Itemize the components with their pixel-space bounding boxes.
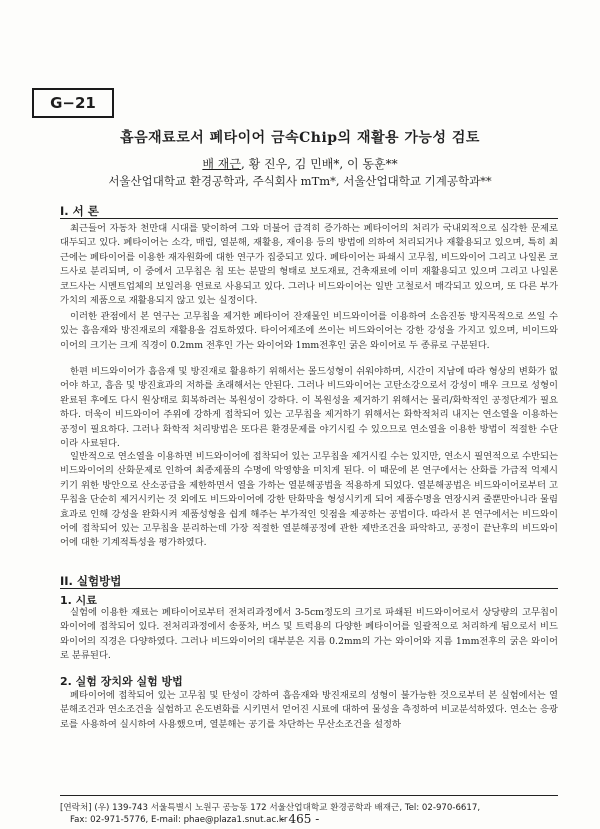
subsection-heading-sample: 1. 시료 (60, 594, 97, 607)
footer-rule (60, 795, 558, 796)
contact-line-2: Fax: 02-971-5776, E-mail: phae@plaza1.snut.ac.kr (70, 815, 288, 825)
paper-code-box (32, 88, 114, 118)
first-author: 배 재근 (202, 157, 241, 171)
intro-paragraph-1: 최근들어 자동차 천만대 시대를 맞이하여 그와 더불어 급격히 증가하는 폐타이어의 처리가 국내외적으로 심각한 문제로 대두되고 있다. 폐타이어는 소각, 매립, 열분해, 재활용, 재이용 등의 방법에 의하여 처리되거나 재활용되고 있으며, 특히 최근에는 폐타이어를 이용한 재자원화에 대한 연구가 집중되고 있다. 폐타이어는 파쇄시 고무칩, 비드와이어 그리고 나일론 코드사로 분리되며, 이 중에서 고무칩은 칩 또는 분말의 형태로 보도재료, 건축재료에 이미 재활용되고 있으며 그리고 나일론 코드사는 시멘트업체의 보일러용 연료로 사용되고 있다. 그러나 비드와이어는 일반 고철로서 매각되고 있으며, 또 다른 부가가치의 제품으로 재활용되지 않고 있는 실정이다. (60, 223, 558, 307)
other-authors: , 황 진우, 김 민배*, 이 동훈** (240, 157, 398, 171)
sample-paragraph: 실험에 이용한 재료는 폐타이어로부터 전처리과정에서 3-5cm정도의 크기로 파쇄된 비드와이어로서 상당량의 고무칩이 와이어에 접착되어 있다. 전처리과정에서 송풍차, 버스 및 트럭용의 다양한 폐타이어를 일괄적으로 처리하게 됨으로서 비드와이어의 직경은 다양하였다. 그러나 비드와이어의 대부분은 지름 0.2mm의 가는 와이어와 지름 1mm전후의 굵은 와이어로 분류된다. (60, 607, 558, 662)
subsection-heading-apparatus: 2. 실험 장치와 실험 방법 (60, 675, 183, 688)
page-number: - 465 - (280, 812, 320, 826)
section-heading-intro: I. 서 론 (60, 204, 99, 218)
paper-title: 흡음재료로서 폐타이어 금속Chip의 재활용 가능성 검토 (120, 130, 480, 146)
intro-paragraph-2: 이러한 관점에서 본 연구는 고무칩을 제거한 폐타이어 잔재물인 비드와이어를 이용하여 소음진동 방지목적으로 쓰일 수 있는 흡음재와 방진재로의 재활용을 검토하였다. 타이어제조에 쓰이는 비드와이어는 강한 강성을 가지고 있으며, 비이드와이어의 크기는 크게 직경이 0.2mm 전후인 가는 와이어와 1mm전후인 굵은 와이어로 두 종류로 구분된다. (60, 311, 558, 351)
section-rule-intro (60, 218, 558, 219)
intro-paragraph-4: 일반적으로 연소열을 이용하면 비드와이어에 접착되어 있는 고무칩을 제거시킬 수는 있지만, 연소시 필연적으로 수반되는 비드와이어의 산화문제로 인하여 최종제품의 수명에 악영향을 미치게 된다. 이 때문에 본 연구에서는 산화를 가급적 억제시키기 위한 방안으로 산소공급을 제한하면서 열을 가하는 열분해공법을 적용하게 되었다. 열분해공법은 비드와이어로부터 고무칩을 단순히 제거시키는 것 외에도 비드와이어에 강한 탄화막을 형성시키게 되어 제품수명을 연장시켜 줄뿐만아니라 물림효과로 인해 강성을 완화시켜 제품성형을 쉽게 해주는 부가적인 잇점을 제공하는 공법이다. 따라서 본 연구에서는 비드와이어에 접착되어 있는 고무칩을 분리하는데 가장 적절한 열분해공정에 관한 제반조건을 파악하고, 공정이 끝난후의 비드와이어에 대한 기계적특성을 평가하였다. (60, 451, 558, 549)
author-line (0, 155, 600, 172)
paper-code: G−21 (50, 94, 96, 112)
section-heading-method: II. 실험방법 (60, 574, 122, 588)
section-rule-method (60, 588, 558, 589)
contact-line-1: [연락처] (우) 139-743 서울특별시 노원구 공능동 172 서울산업대학교 환경공학과 배재근, Tel: 02-970-6617, (60, 803, 481, 813)
affiliation: 서울산업대학교 환경공학과, 주식회사 mTm*, 서울산업대학교 기계공학과** (108, 174, 492, 188)
intro-paragraph-3: 한편 비드와이어가 흡음재 및 방진재로 활용하기 위해서는 몰드성형이 쉬워야하며, 시간이 지남에 따라 형상의 변화가 없어야 하고, 흡음 및 방진효과의 저하를 초래해서는 안된다. 그러나 비드와이어는 고탄소강으로서 강성이 매우 크므로 성형이 완료된 후에도 다시 원상태로 회복하려는 복원성이 강하다. 이 복원성을 제거하기 위해서는 물리/화학적인 공정단계가 필요하다. 더욱이 비드와이어 주위에 강하게 접착되어 있는 고무칩을 제거하기 위해서는 화학적처리 내지는 연소열을 이용하는 공정이 필요하다. 그러나 화학적 처리방법은 또다른 환경문제를 야기시킬 수 있으므로 연소열을 이용한 방법이 적절한 수단이라 사료된다. (60, 366, 558, 450)
apparatus-paragraph: 폐타이어에 접착되어 있는 고무칩 및 탄성이 강하여 흡음재와 방진재로의 성형이 불가능한 것으로부터 본 실험에서는 열분해조건과 연소조건을 실험하고 온도변화를 시키면서 얻어진 시료에 대하여 물성을 측정하여 비교분석하였다. 연소는 응광로를 사용하여 실시하여 사용했으며, 열분해는 공기를 차단하는 무산소조건을 설정하 (60, 690, 558, 730)
